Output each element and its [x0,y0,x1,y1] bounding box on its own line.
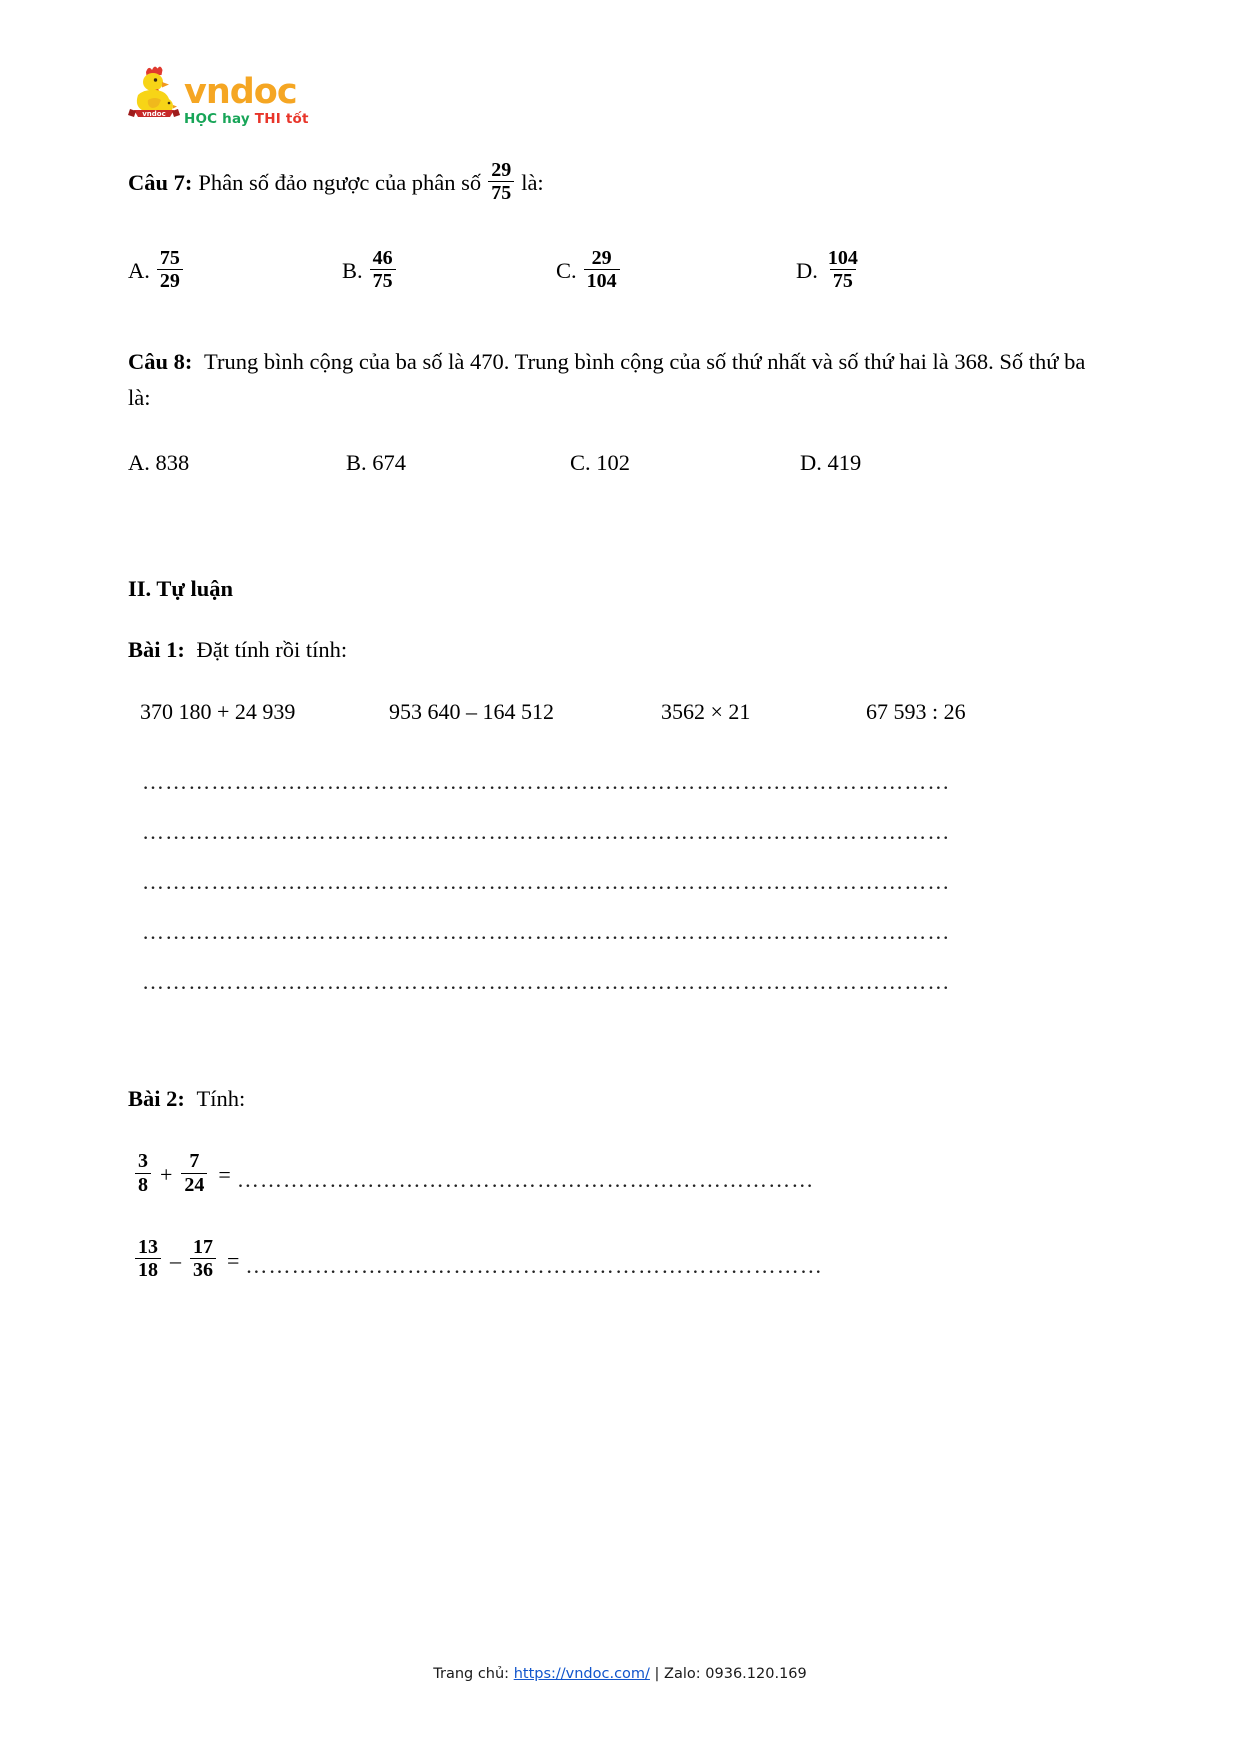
logo-tagline-red: THI tốt [254,110,309,127]
option-c-fraction [584,247,620,293]
logo-tagline [184,110,309,127]
option-b[interactable]: B. 674 [346,450,407,476]
question-7-label: Câu 7: [128,169,193,195]
fraction-denominator: 104 [584,269,620,292]
option-a[interactable] [128,248,342,294]
option-d-fraction [825,247,861,293]
logo-wordmark: vndoc [184,71,297,112]
question-7-options [128,248,1112,294]
footer-suffix: | Zalo: 0936.120.169 [649,1666,807,1682]
question-7-text-before: Phân số đảo ngược của phân số [198,169,482,195]
fraction-denominator: 24 [181,1173,207,1196]
fraction-numerator: 17 [193,1236,213,1259]
fraction-numerator: 7 [189,1150,200,1173]
option-c-label: C. [556,257,577,283]
item-1-right-fraction [181,1150,207,1196]
bai-2-label: Bài 2: [128,1085,185,1111]
answer-line-5[interactable]: …………………………………………………………………………………………… [142,968,951,994]
footer-link[interactable]: https://vndoc.com/ [513,1666,650,1682]
fraction-denominator: 75 [370,269,396,292]
expression-2: 953 640 – 164 512 [389,698,554,724]
bai-1-text: Đặt tính rồi tính: [196,637,348,663]
fraction-denominator: 75 [830,269,856,292]
fraction-numerator: 46 [372,246,393,269]
question-7-fraction [488,159,514,205]
item-2-right-fraction [190,1236,216,1282]
option-b[interactable] [342,248,556,294]
fraction-numerator: 29 [491,159,512,181]
fraction-numerator: 104 [827,246,858,269]
question-7-text-after: là: [521,169,544,195]
item-2-left-fraction [135,1236,161,1282]
fraction-denominator: 8 [135,1173,151,1196]
answer-line-2[interactable]: …………………………………………………………………………………………… [142,818,951,844]
item-1-operator: + [160,1162,173,1188]
option-a[interactable]: A. 838 [128,450,190,476]
page-footer [0,1666,1240,1682]
item-2-answer-blank[interactable]: ………………………………………………………………… [245,1252,823,1278]
option-c[interactable] [556,248,796,294]
logo-tagline-green: HỌC hay [184,110,255,127]
bai-2-item-1 [128,1151,1112,1197]
option-d[interactable]: D. 419 [800,450,862,476]
fraction-denominator: 29 [157,269,183,292]
option-c[interactable]: C. 102 [570,450,631,476]
question-8-prompt [128,344,1112,417]
question-8-label: Câu 8: [128,348,193,374]
option-b-fraction [370,247,396,293]
bai-2-prompt [128,1081,1112,1117]
fraction-numerator: 29 [591,246,612,269]
chicken-mascot-icon [128,62,180,124]
bai-1-prompt [128,632,1112,668]
fraction-numerator: 13 [138,1236,158,1259]
expression-1: 370 180 + 24 939 [140,698,296,724]
option-a-fraction [157,247,183,293]
footer-prefix: Trang chủ: [433,1666,514,1682]
bai-2-text: Tính: [196,1085,246,1111]
answer-line-4[interactable]: …………………………………………………………………………………………… [142,918,951,944]
section-2-heading: II. Tự luận [128,576,234,602]
option-a-label: A. [128,257,150,283]
item-1-equals: = [218,1162,231,1188]
option-d-label: D. [796,257,818,283]
question-8-options [128,450,1112,476]
answer-line-3[interactable]: …………………………………………………………………………………………… [142,868,951,894]
option-b-label: B. [342,257,363,283]
fraction-denominator: 75 [488,181,514,204]
item-2-equals: = [227,1247,240,1273]
expression-3: 3562 × 21 [661,698,751,724]
svg-text:vndoc: vndoc [142,110,166,118]
item-1-left-fraction [135,1150,151,1196]
expression-4: 67 593 : 26 [866,698,966,724]
fraction-numerator: 3 [138,1150,148,1173]
fraction-numerator: 75 [159,246,180,269]
option-d[interactable] [796,248,868,294]
bai-1-expressions [128,699,1112,725]
fraction-denominator: 18 [135,1258,161,1281]
question-8-text: Trung bình cộng của ba số là 470. Trung bình cộng của số thứ nhất và số thứ hai là 368. Số thứ ba là: [128,348,1086,410]
fraction-denominator: 36 [190,1258,216,1281]
item-1-answer-blank[interactable]: ………………………………………………………………… [236,1167,815,1193]
answer-line-1[interactable]: …………………………………………………………………………………………… [142,768,951,794]
bai-2-item-2 [128,1237,1112,1283]
vndoc-logo[interactable] [128,52,1112,127]
item-2-operator: – [170,1247,181,1273]
question-7-prompt [128,160,1112,206]
bai-1-label: Bài 1: [128,637,185,663]
